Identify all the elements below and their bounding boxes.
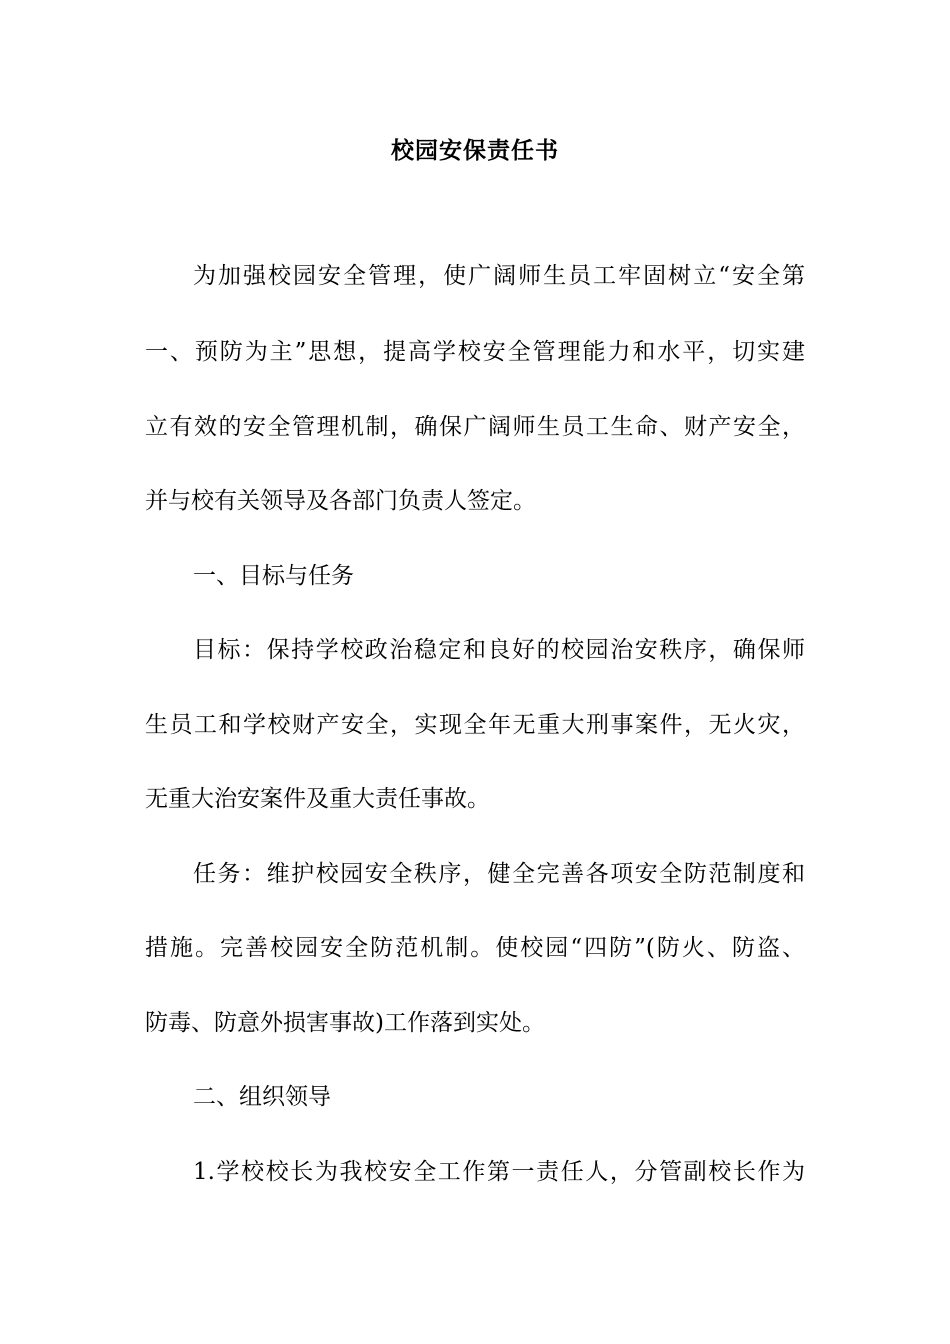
section-heading: 一、目标与任务 (193, 563, 354, 589)
paragraph-line: 一、预防为主”思想，提高学校安全管理能力和水平，切实建 (145, 339, 805, 365)
document-title: 校园安保责任书 (391, 138, 559, 164)
paragraph-line: 目标：保持学校政治稳定和良好的校园治安秩序，确保师 (193, 637, 805, 663)
section-heading: 二、组织领导 (193, 1084, 331, 1110)
paragraph-line: 措施。完善校园安全防范机制。使校园“四防”(防火、防盗、 (145, 935, 805, 961)
paragraph-line: 防毒、防意外损害事故)工作落到实处。 (145, 1010, 545, 1036)
paragraph-line: 并与校有关领导及各部门负责人签定。 (145, 488, 536, 514)
paragraph-line: 无重大治安案件及重大责任事故。 (145, 786, 490, 812)
paragraph-line: 1.学校校长为我校安全工作第一责任人，分管副校长作为 (193, 1159, 805, 1185)
paragraph-line: 立有效的安全管理机制，确保广阔师生员工生命、财产安全， (145, 414, 805, 440)
paragraph-line: 任务：维护校园安全秩序，健全完善各项安全防范制度和 (193, 861, 805, 887)
paragraph-line: 为加强校园安全管理，使广阔师生员工牢固树立“安全第 (193, 263, 805, 289)
paragraph-line: 生员工和学校财产安全，实现全年无重大刑事案件，无火灾， (145, 712, 805, 738)
